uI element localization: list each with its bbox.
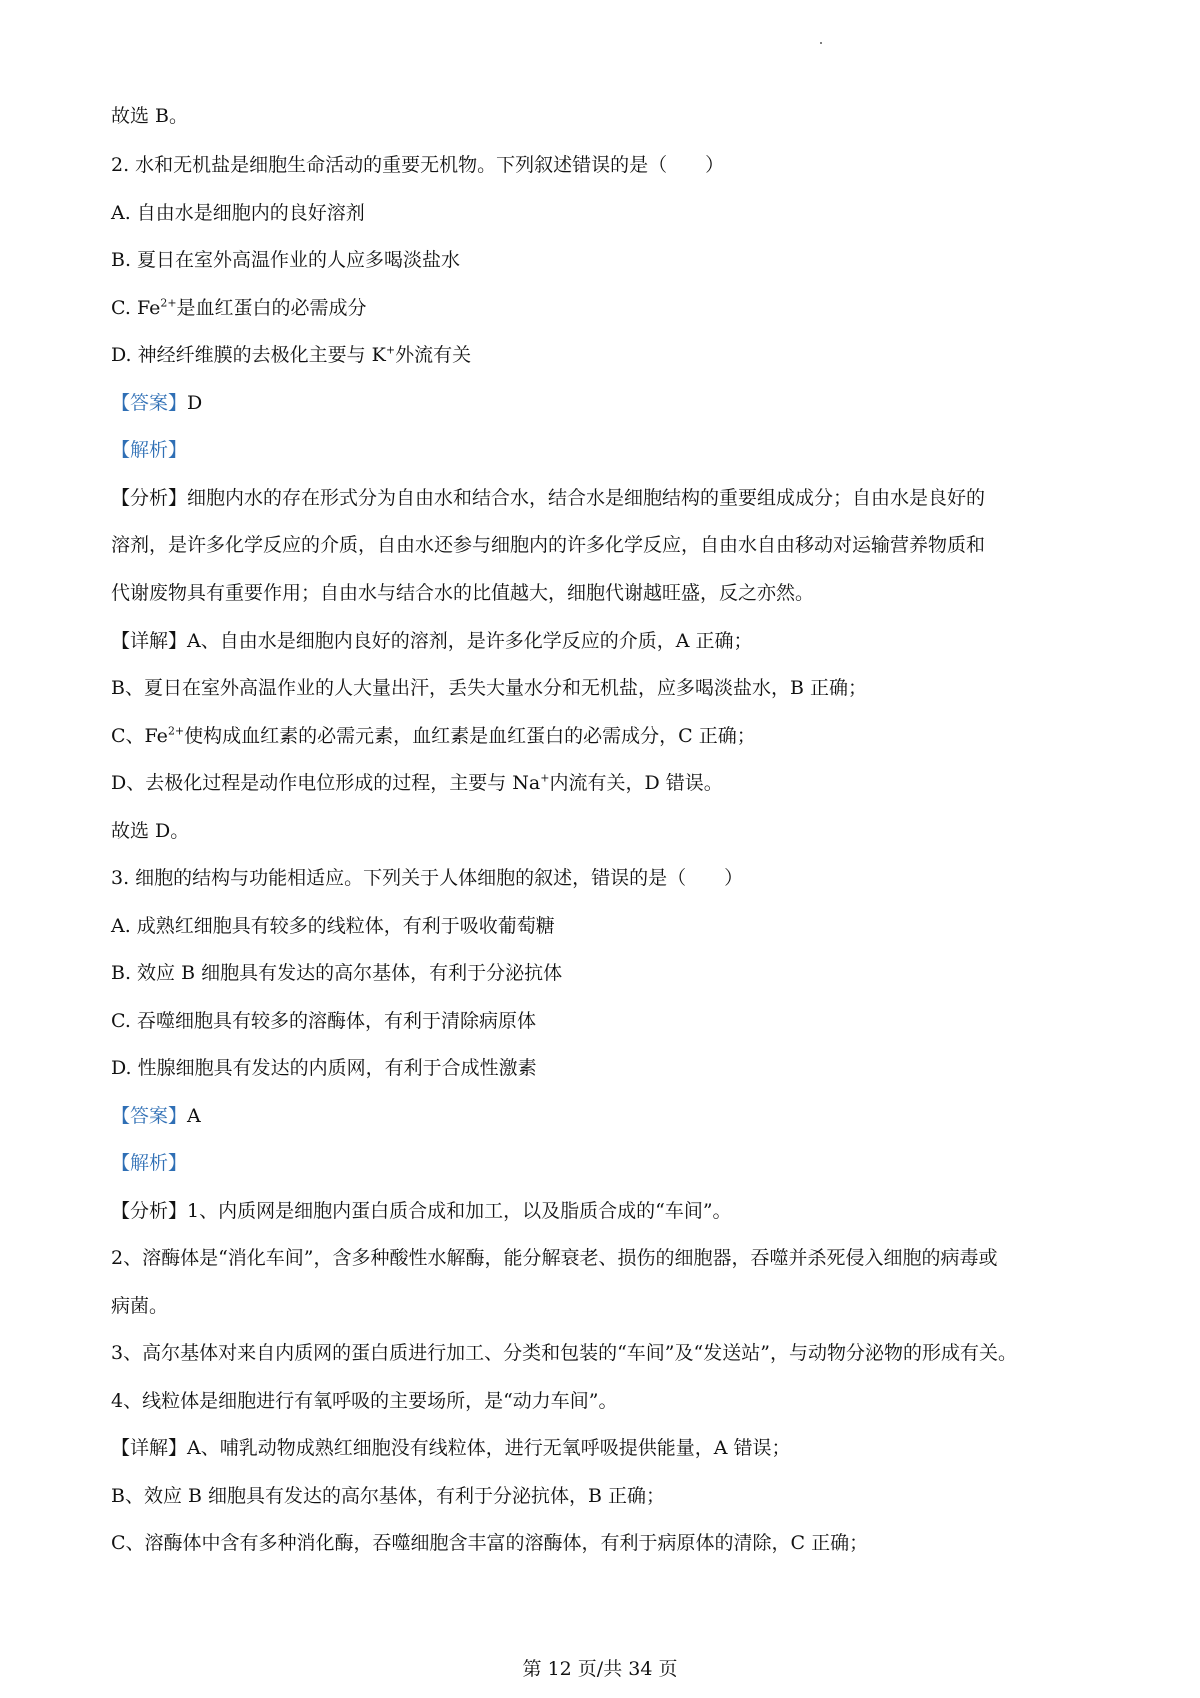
xiangjie-tag: 【详解】 xyxy=(111,1437,188,1459)
question-2-stem: 2. 水和无机盐是细胞生命活动的重要无机物。下列叙述错误的是（ ） xyxy=(111,154,725,176)
fenxi-tag: 【分析】 xyxy=(111,487,188,509)
fenxi-tag: 【分析】 xyxy=(111,1200,188,1222)
answer-value: A xyxy=(187,1105,201,1127)
k-charge-superscript: + xyxy=(385,343,396,357)
question-3-fenxi-line-1 xyxy=(111,1198,732,1224)
option-d-rest: 外流有关 xyxy=(395,344,472,366)
question-3-option-d: D. 性腺细胞具有发达的内质网，有利于合成性激素 xyxy=(111,1057,537,1079)
question-2-xiangjie-line-4 xyxy=(111,770,723,796)
question-2-option-b: B. 夏日在室外高温作业的人应多喝淡盐水 xyxy=(111,249,461,271)
question-3-xiangjie-line-2: B、效应 B 细胞具有发达的高尔基体，有利于分泌抗体，B 正确； xyxy=(111,1485,666,1507)
xiangjie-d-rest: 内流有关，D 错误。 xyxy=(549,772,723,794)
question-2-fenxi-line-2: 溶剂，是许多化学反应的介质，自由水还参与细胞内的许多化学反应，自由水自由移动对运输营养物质和 xyxy=(111,534,986,556)
answer-value: D xyxy=(187,392,203,414)
fenxi-text: 1、内质网是细胞内蛋白质合成和加工，以及脂质合成的“车间”。 xyxy=(187,1200,732,1222)
question-3-option-a: A. 成熟红细胞具有较多的线粒体，有利于吸收葡萄糖 xyxy=(111,915,555,937)
xiangjie-text: A、哺乳动物成熟红细胞没有线粒体，进行无氧呼吸提供能量，A 错误； xyxy=(187,1437,791,1459)
question-2-conclusion: 故选 D。 xyxy=(111,820,190,842)
fe-charge-superscript: 2+ xyxy=(167,724,185,738)
option-c-rest: 是血红蛋白的必需成分 xyxy=(176,297,367,319)
question-3-fenxi-line-2: 2、溶酶体是“消化车间”，含多种酸性水解酶，能分解衰老、损伤的细胞器，吞噬并杀死侵入细胞的病毒或 xyxy=(111,1247,998,1269)
question-3-xiangjie-line-3: C、溶酶体中含有多种消化酶，吞噬细胞含丰富的溶酶体，有利于病原体的清除，C 正确； xyxy=(111,1532,869,1554)
page-number-footer: 第 12 页/共 34 页 xyxy=(522,1658,678,1680)
analysis-tag: 【解析】 xyxy=(111,439,188,461)
analysis-tag: 【解析】 xyxy=(111,1152,188,1174)
question-3-fenxi-line-3: 病菌。 xyxy=(111,1295,169,1317)
xiangjie-text: A、自由水是细胞内良好的溶剂，是许多化学反应的介质，A 正确； xyxy=(187,630,753,652)
previous-conclusion: 故选 B。 xyxy=(111,105,189,127)
question-3-stem: 3. 细胞的结构与功能相适应。下列关于人体细胞的叙述，错误的是（ ） xyxy=(111,867,744,889)
option-d-prefix: D. 神经纤维膜的去极化主要与 K xyxy=(111,344,386,366)
xiangjie-c-rest: 使构成血红素的必需元素，血红素是血红蛋白的必需成分，C 正确； xyxy=(184,725,756,747)
question-2-xiangjie-line-2: B、夏日在室外高温作业的人大量出汗，丢失大量水分和无机盐，应多喝淡盐水，B 正确； xyxy=(111,677,867,699)
question-2-option-a: A. 自由水是细胞内的良好溶剂 xyxy=(111,202,365,224)
xiangjie-d-prefix: D、去极化过程是动作电位形成的过程，主要与 Na xyxy=(111,772,541,794)
question-2-xiangjie-line-3 xyxy=(111,723,756,749)
fenxi-text: 细胞内水的存在形式分为自由水和结合水，结合水是细胞结构的重要组成成分；自由水是良好的 xyxy=(187,487,986,509)
question-2-fenxi-line-1 xyxy=(111,485,985,511)
question-3-xiangjie-line-1 xyxy=(111,1435,791,1461)
question-3-option-c: C. 吞噬细胞具有较多的溶酶体，有利于清除病原体 xyxy=(111,1010,536,1032)
xiangjie-tag: 【详解】 xyxy=(111,630,188,652)
question-2-answer xyxy=(111,390,202,416)
scan-dot-mark xyxy=(820,42,822,44)
question-3-option-b: B. 效应 B 细胞具有发达的高尔基体，有利于分泌抗体 xyxy=(111,962,563,984)
question-2-xiangjie-line-1 xyxy=(111,628,753,654)
question-3-analysis-heading xyxy=(111,1150,187,1176)
fe-charge-superscript: 2+ xyxy=(160,296,177,310)
answer-tag: 【答案】 xyxy=(111,392,188,414)
question-3-fenxi-line-4: 3、高尔基体对来自内质网的蛋白质进行加工、分类和包装的“车间”及“发送站”，与动物分泌物的形成有关。 xyxy=(111,1342,1017,1364)
xiangjie-c-prefix: C、Fe xyxy=(111,725,168,747)
question-2-fenxi-line-3: 代谢废物具有重要作用；自由水与结合水的比值越大，细胞代谢越旺盛，反之亦然。 xyxy=(111,582,815,604)
answer-tag: 【答案】 xyxy=(111,1105,188,1127)
na-charge-superscript: + xyxy=(540,771,550,785)
question-2-option-c xyxy=(111,295,367,321)
question-2-analysis-heading xyxy=(111,437,187,463)
question-3-answer xyxy=(111,1103,201,1129)
question-3-fenxi-line-5: 4、线粒体是细胞进行有氧呼吸的主要场所，是“动力车间”。 xyxy=(111,1390,618,1412)
option-c-prefix: C. Fe xyxy=(111,297,161,319)
question-2-option-d xyxy=(111,342,471,368)
